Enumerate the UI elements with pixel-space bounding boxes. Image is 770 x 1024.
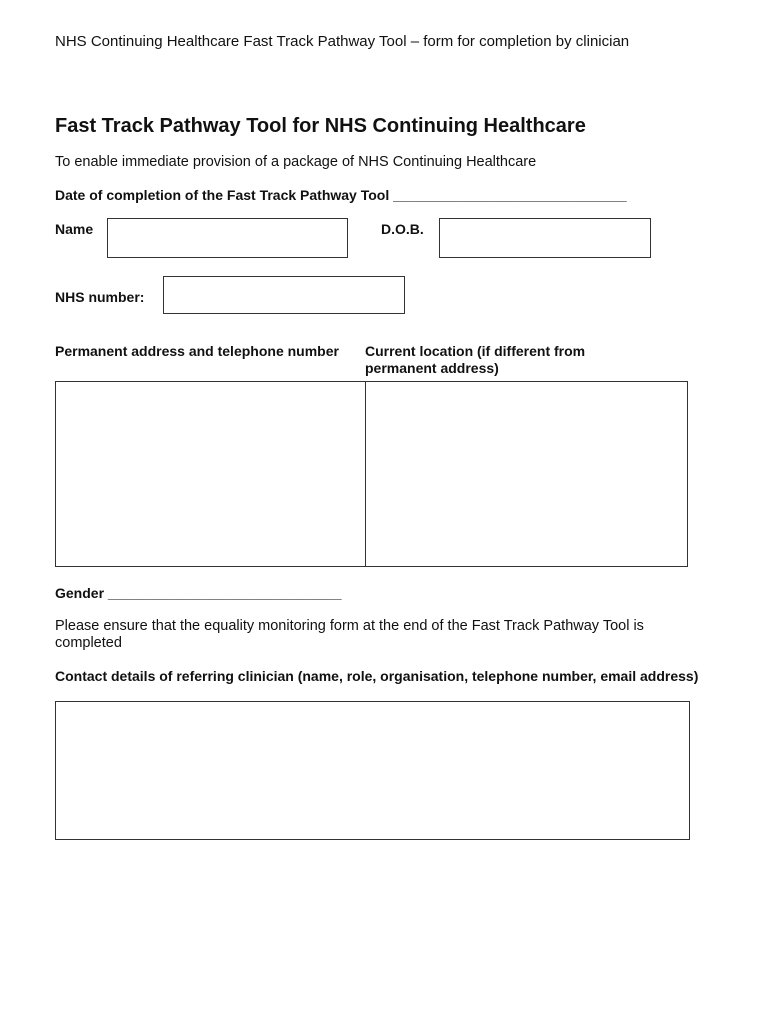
contact-details-label: Contact details of referring clinician (name, role, organisation, telephone number, email address) [55,668,699,684]
permanent-address-label: Permanent address and telephone number [55,343,339,359]
dob-label: D.O.B. [381,221,424,237]
running-header: NHS Continuing Healthcare Fast Track Pathway Tool – form for completion by clinician [55,33,630,50]
date-of-completion-label: Date of completion of the Fast Track Pathway Tool ______________________________ [55,187,627,203]
nhs-number-label: NHS number: [55,289,145,305]
dob-field[interactable] [439,218,651,258]
nhs-number-field[interactable] [163,276,405,314]
current-location-field[interactable] [365,381,688,567]
name-field[interactable] [107,218,348,258]
gender-label: Gender ______________________________ [55,585,342,601]
equality-monitoring-note: Please ensure that the equality monitoring form at the end of the Fast Track Pathway Tool is completed [55,618,644,651]
current-location-label: Current location (if different from permanent address) [365,343,586,376]
page-title: Fast Track Pathway Tool for NHS Continuing Healthcare [55,115,586,137]
contact-details-field[interactable] [55,701,690,840]
form-subtitle: To enable immediate provision of a package of NHS Continuing Healthcare [55,154,537,170]
permanent-address-field[interactable] [55,381,366,567]
name-label: Name [55,221,94,237]
